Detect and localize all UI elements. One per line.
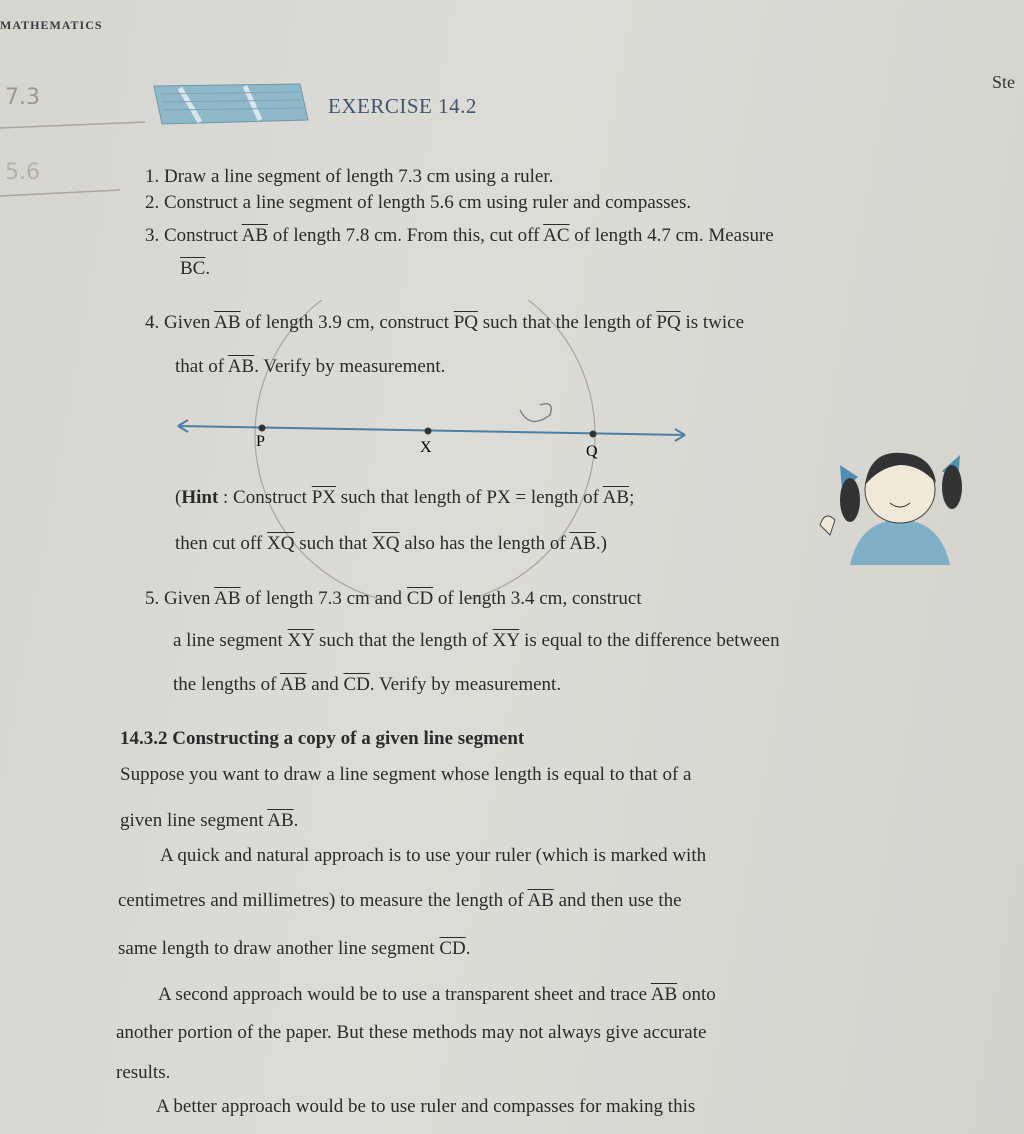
text-run: results.: [116, 1062, 171, 1083]
text-run: such that the length of: [314, 630, 493, 651]
text-run: A better approach would be to use ruler and compasses for making this: [156, 1096, 696, 1117]
text-line: [118, 890, 682, 912]
running-head: MATHEMATICS: [0, 18, 103, 32]
text-run: of length 7.8 cm. From this, cut off: [268, 225, 544, 246]
text-run: .: [205, 258, 211, 279]
segment-name: $\overline{PX}$: [311, 487, 336, 508]
segment-name: $\overline{XQ}$: [372, 533, 400, 554]
point-q: [590, 431, 597, 438]
text-run: . Verify by measurement.: [254, 356, 446, 377]
text-run: and: [306, 674, 344, 695]
text-run: .: [293, 810, 299, 831]
text-run: A quick and natural approach is to use your ruler (which is marked with: [160, 845, 707, 866]
text-run: of length 3.9 cm, construct: [240, 312, 454, 333]
segment-name: $\overline{CD}$: [406, 588, 434, 609]
text-run: : Construct: [218, 487, 312, 508]
text-run: onto: [677, 984, 716, 1005]
text-run: 14.3.2 Constructing a copy of a given line segment: [120, 728, 525, 749]
text-run: such that: [294, 533, 373, 554]
text-line: [120, 764, 691, 786]
segment-name: $\overline{AB}$: [280, 674, 307, 695]
segment-name: $\overline{PQ}$: [453, 312, 479, 333]
text-run: .: [465, 938, 471, 959]
text-line: [175, 533, 607, 555]
construction-diagram: [170, 300, 710, 600]
segment-name: $\overline{AB}$: [214, 312, 241, 333]
text-run: 1. Draw a line segment of length 7.3 cm using a ruler.: [145, 166, 554, 187]
text-run: is equal to the difference between: [519, 630, 780, 651]
text-run: (: [175, 487, 182, 508]
text-run: is twice: [680, 312, 745, 333]
text-line: [145, 192, 691, 214]
segment-name: $\overline{XY}$: [287, 630, 315, 651]
text-line: [180, 258, 210, 280]
pencil-scribble: [520, 404, 551, 422]
edge-text: Ste: [992, 72, 1016, 92]
text-line: [145, 166, 553, 188]
segment-name: $\overline{AB}$: [527, 890, 554, 911]
text-line: [116, 1022, 706, 1044]
segment-name: $\overline{CD}$: [343, 674, 370, 695]
text-run: and then use the: [553, 890, 682, 911]
segment-name: $\overline{CD}$: [439, 938, 466, 959]
text-run: .): [595, 533, 607, 554]
segment-name: $\overline{AB}$: [214, 588, 241, 609]
text-line: [158, 984, 716, 1006]
line-pq: [178, 426, 685, 435]
text-line: [120, 810, 298, 832]
text-run: A second approach would be to use a transparent sheet and trace: [158, 984, 651, 1005]
text-line: [145, 225, 774, 247]
segment-name: $\overline{AB}$: [602, 487, 630, 508]
text-run: given line segment: [120, 810, 268, 831]
segment-name: $\overline{AB}$: [241, 225, 268, 246]
margin-note: 5.6: [5, 160, 40, 185]
text-run: same length to draw another line segment: [118, 938, 440, 959]
text-run: the lengths of: [173, 674, 281, 695]
text-run: a line segment: [173, 630, 288, 651]
label-p: P: [256, 433, 265, 450]
text-run: also has the length of: [399, 533, 570, 554]
label-q: Q: [586, 443, 598, 460]
open-book-icon: [150, 80, 310, 126]
segment-name: $\overline{PQ}$: [656, 312, 681, 333]
text-line: [118, 938, 470, 960]
text-run: 4. Given: [145, 312, 215, 333]
girl-illustration: [810, 425, 970, 565]
segment-name: $\overline{XQ}$: [267, 533, 295, 554]
text-line: [145, 588, 642, 610]
segment-name: $\overline{XY}$: [492, 630, 520, 651]
point-x: [425, 428, 432, 435]
text-line: [160, 845, 706, 867]
text-line: [175, 487, 634, 509]
segment-name: $\overline{AC}$: [543, 225, 570, 246]
text-run: of length 3.4 cm, construct: [433, 588, 642, 609]
text-run: another portion of the paper. But these methods may not always give accurate: [116, 1022, 707, 1043]
text-run: centimetres and millimetres) to measure the length of: [118, 890, 528, 911]
text-line: [116, 1062, 170, 1084]
segment-name: $\overline{BC}$: [180, 258, 206, 279]
text-run: of length 4.7 cm. Measure: [569, 225, 774, 246]
text-run: 5. Given: [145, 588, 215, 609]
text-line: [173, 674, 561, 696]
text-run: ;: [629, 487, 635, 508]
text-run: then cut off: [175, 533, 267, 554]
label-x: X: [420, 439, 432, 456]
text-run: of length 7.3 cm and: [240, 588, 407, 609]
text-line: [175, 356, 445, 378]
text-run: 3. Construct: [145, 225, 242, 246]
margin-note: 7.3: [5, 85, 40, 110]
segment-name: $\overline{AB}$: [569, 533, 596, 554]
text-run: Suppose you want to draw a line segment whose length is equal to that of a: [120, 764, 692, 785]
point-p: [259, 425, 266, 432]
section-heading: [120, 728, 524, 750]
text-run: such that the length of: [478, 312, 657, 333]
text-line: [156, 1096, 695, 1118]
text-run: . Verify by measurement.: [369, 674, 562, 695]
text-run: such that length of PX = length of: [336, 487, 603, 508]
text-line: [173, 630, 780, 652]
segment-name: $\overline{AB}$: [267, 810, 294, 831]
text-run: that of: [175, 356, 228, 377]
exercise-title: EXERCISE 14.2: [328, 94, 477, 118]
text-line: [145, 312, 744, 334]
segment-name: $\overline{AB}$: [227, 356, 255, 377]
text-run: Hint: [181, 487, 219, 508]
pencil-rules: [0, 0, 150, 200]
segment-name: $\overline{AB}$: [650, 984, 678, 1005]
text-run: 2. Construct a line segment of length 5.6 cm using ruler and compasses.: [145, 192, 692, 213]
